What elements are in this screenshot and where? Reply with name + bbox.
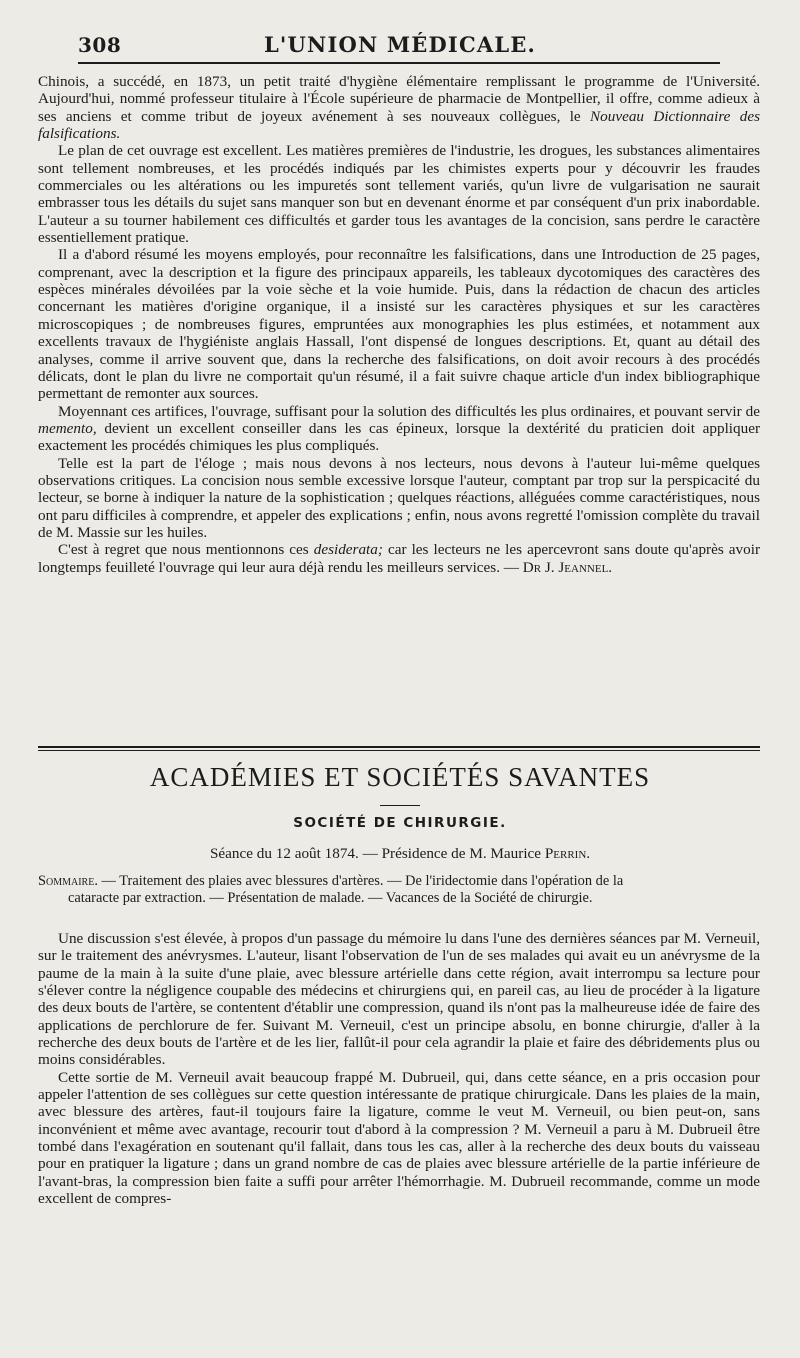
review-paragraph: Le plan de cet ouvrage est excellent. Les matières premières de l'industrie, les drogues, les substances alimentaires sont tellement nombreuses, et les procédés indiqués par les chimistes experts pour y découvrir les fraudes commerciales ou les altérations ou les impuretés sont tellement variés, qu'un livre de vulgarisation ne saurait embrasser tous les détails du sujet sans manquer son but en devenant énorme et par conséquent d'un prix inabordable. L'auteur a su tourner habilement ces difficultés et garder tous les avantages de la concision, sans perdre le caractère essentiellement pratique. [38, 142, 760, 247]
review-paragraph: Moyennant ces artifices, l'ouvrage, suffisant pour la solution des difficultés les plus ordinaires, et pouvant servir de memento, devient un excellent conseiller dans les cas épineux, lorsque la dextérité du praticien doit appliquer exactement les procédés chimiques les plus compliqués. [38, 402, 761, 455]
minutes-paragraph: Une discussion s'est élevée, à propos d'un passage du mémoire lu dans l'une des dernières séances par M. Verneuil, sur le traitement des anévrysmes. L'auteur, lisant l'observation de l'un de ses malades qui avait eu un anévrysme de la paume de la main à la suite d'une plaie, avec blessure artérielle dans cette région, avait interrompu sa lecture pour s'élever contre la négligence coupable des médecins et chirurgiens qui, en pareil cas, au lieu de procéder à la ligature des deux bouts de l'artère, se contentent d'établir une compression, quand ils n'ont pas la malheureuse idée de faire des applications de perchlorure de fer. Suivant M. Verneuil, c'est un principe absolu, en bonne chirurgie, d'aller à la recherche des deux bouts de l'artère et de les lier, fallût-il pour cela agrandir la plaie et faire des débridements plus ou moins considérables. [38, 930, 760, 1069]
minutes-paragraph: Cette sortie de M. Verneuil avait beaucoup frappé M. Dubrueil, qui, dans cette séance, en a pris occasion pour appeler l'attention de ses collègues sur cette question intéressante de pratique chirurgicale. Dans les plaies de la main, avec blessure des artères, faut-il toujours faire la ligature, comme le veut M. Verneuil, ou bien peut-on, sans inconvénient et même avec avantage, recourir tout d'abord à la compression ? M. Verneuil a paru à M. Dubrueil être tombé dans l'exagération en soutenant qu'il fallait, dans tous les cas, aller à la recherche des deux bouts du vaisseau pour en pratiquer la ligature ; dans un grand nombre de cas de plaies avec blessure artérielle de la partie inférieure de l'avant-bras, la compression bien faite a suffi pour arrêter l'hémorrhagie. M. Dubrueil recommande, comme un mode excellent de compres- [38, 1068, 760, 1208]
section-rule [38, 750, 760, 751]
review-signature: Dr J. Jeannel. [522, 558, 613, 576]
title-rule [380, 805, 420, 806]
book-review [38, 73, 760, 576]
review-paragraph: Chinois, a succédé, en 1873, un petit traité d'hygiène élémentaire remplissant le programme de l'Université. Aujourd'hui, nommé professeur titulaire à l'École supérieure de pharmacie de Montpellier, il offre, comme adieux à ses anciens et comme tribut de joyeux avénement à ses nouveaux collègues, le Nouveau Dictionnaire des falsifications. [38, 73, 760, 143]
header-rule [78, 62, 720, 64]
running-head [40, 0, 760, 60]
review-paragraph: Il a d'abord résumé les moyens employés, pour reconnaître les falsifications, dans une Introduction de 25 pages, comprenant, avec la description et la figure des principaux appareils, les tableaux dycotomiques des caractères des espèces minérales dévoilées par la voie sèche et la voie humide. Puis, dans la rédaction de chacun des articles concernant les matières d'origine organique, il a insisté sur les caractères physiques et sur les caractères microscopiques ; de nombreuses figures, empruntées aux monographies les plus estimées, et notamment aux excellents travaux de l'hygiéniste anglais Hassall, l'ont dispensé de longues descriptions. Et, quant au détail des analyses, comme il arrive souvent que, dans la recherche des falsifications, on doit avoir recours à des procédés délicats, dont le plan du livre ne comportait qu'un résumé, il a fait suivre chaque article d'un index bibliographique permettant de remonter aux sources. [38, 246, 760, 403]
journal-title: L'UNION MÉDICALE. [263, 32, 537, 57]
section-title: ACADÉMIES ET SOCIÉTÉS SAVANTES [149, 762, 651, 792]
review-paragraph: C'est à regret que nous mentionnons ces desiderata; car les lecteurs ne les apercevront sans doute qu'après avoir longtemps feuilleté l'ouvrage qui leur aura déjà rendu les meilleurs services. — Dr J. Jeannel. [38, 541, 761, 576]
summary-label: Sommaire. [38, 873, 98, 889]
review-paragraph: Telle est la part de l'éloge ; mais nous devons à nos lecteurs, nous devons à l'auteur lui-même quelques observations critiques. La concision nous semble excessive lorsque l'auteur, comptant par trop sur la perspicacité du lecteur, se borne à indiquer la nature de la sophistication ; quelques réactions, alléguées comme caractéristiques, nous ont paru difficiles à comprendre, et appeler des explications ; enfin, nous avons regretté l'omission complète du travail de M. Massie sur les huiles. [38, 454, 760, 541]
summary: Sommaire. — Traitement des plaies avec blessures d'artères. — De l'iridectomie dans l'opération de la cataracte par extraction. — Présentation de malade. — Vacances de la Société de chirurgie. [38, 873, 624, 906]
society-title: SOCIÉTÉ DE CHIRURGIE. [293, 815, 507, 831]
session-line: Séance du 12 août 1874. — Présidence de M. Maurice Perrin. [209, 845, 591, 862]
book-title: Nouveau Dictionnaire des falsifications. [38, 107, 760, 143]
society-minutes [38, 930, 760, 1208]
section-rule [38, 746, 760, 748]
page-number: 308 [78, 33, 122, 57]
